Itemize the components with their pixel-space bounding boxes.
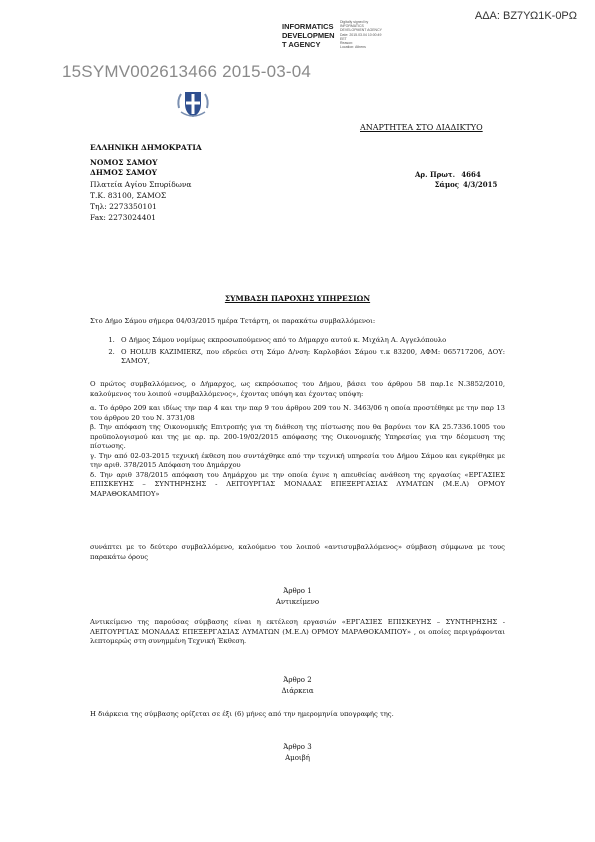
prefecture-heading: ΝΟΜΟΣ ΣΑΜΟΥ xyxy=(90,158,158,167)
signing-agency xyxy=(282,22,342,49)
consideration-item: α. Το άρθρο 209 και ιδίως την παρ 4 και την παρ 9 του άρθρου 209 του Ν. 3463/06 η οποία προστέθηκε με την παρ 13 του άρθρου 20 του Ν. 3731/08 xyxy=(90,404,505,422)
protocol-date: 4/3/2015 xyxy=(463,180,498,189)
considerations-list xyxy=(90,404,505,499)
agreement-paragraph: συνάπτει με το δεύτερο συμβαλλόμενο, καλούμενο του λοιπού «αντισυμβαλλόμενος» σύμβαση σύμφωνα με τους παρακάτω όρους xyxy=(90,543,505,561)
signature-line: INFORMATICS xyxy=(340,24,364,29)
article-2-text: Η διάρκεια της σύμβασης ορίζεται σε έξι (6) μήνες από την ημερομηνία υπογραφής της. xyxy=(90,710,394,718)
fax-line: Fax: 2273024401 xyxy=(90,213,157,222)
consideration-item: β. Την απόφαση της Οικονομικής Επιτροπής για τη διάθεση της πίστωσης που θα βαρύνει τον ΚΑ 25.7336.1005 του προϋπολογισμού και της με αρ. πρ. 200-19/02/2015 απόφασης της Οικονομικής Υπηρεσίας για την δέσμευση της πίστωσης. xyxy=(90,423,505,450)
postal-line: Τ.Κ. 83100, ΣΑΜΟΣ xyxy=(90,191,167,200)
signature-line: EET xyxy=(340,36,347,41)
consideration-item: δ. Την αριθ 378/2015 απόφαση του Δημάρχου με την οποία έγινε η απευθείας ανάθεση της εργασίας «ΕΡΓΑΣΙΕΣ ΕΠΙΣΚΕΥΗΣ – ΣΥΝΤΗΡΗΣΗΣ - ΛΕΙΤΟΥΡΓΙΑΣ ΜΟΝΑΔΑΣ ΕΠΕΞΕΡΓΑΣΙΑΣ ΛΥΜΑΤΩΝ (Μ.Ε.Λ) ΟΡΜΟΥ ΜΑΡΑΘΟΚΑΜΠΟΥ» xyxy=(90,470,505,498)
republic-heading: ΕΛΛΗΝΙΚΗ ΔΗΜΟΚΡΑΤΙΑ xyxy=(90,143,202,152)
protocol-label: Αρ. Πρωτ. xyxy=(415,170,456,179)
contract-title: ΣΥΜΒΑΣΗ ΠΑΡΟΧΗΣ ΥΠΗΡΕΣΙΩΝ xyxy=(224,294,371,303)
consideration-item: γ. Την από 02-03-2015 τεχνική έκθεση που συντάχθηκε από την τεχνική υπηρεσία του Δήμου Σάμου και εγκρίθηκε με την αριθ. 378/2015 Απόφαση του Δημάρχου xyxy=(90,451,505,469)
signature-line: DEVELOPMENT AGENCY xyxy=(340,28,382,33)
representation-paragraph: Ο πρώτος συμβαλλόμενος, ο Δήμαρχος, ως εκπρόσωπος του Δήμου, βάσει του άρθρου 58 παρ.1ε Ν.3852/2010, καλούμενος του λοιπού «συμβαλλόμενος», έχοντας υπόψη και έχοντας υπόψη: xyxy=(90,380,505,398)
signature-line: Location: Athens xyxy=(340,45,366,50)
protocol-place: Σάμος xyxy=(434,180,459,189)
intro-paragraph: Στο Δήμο Σάμου σήμερα 04/03/2015 ημέρα Τετάρτη, οι παρακάτω συμβαλλόμενοι: xyxy=(90,317,376,325)
party-item: 1. Ο Δήμος Σάμου νομίμως εκπροσωπούμενος από το Δήμαρχο αυτού κ. Μιχάλη Α. Αγγελόπουλο xyxy=(117,336,505,346)
article-2-heading: Άρθρο 2 xyxy=(283,676,312,684)
ada-code: ΑΔΑ: ΒΖ7ΥΩ1Κ-0ΡΩ xyxy=(474,10,577,22)
article-3-heading: Άρθρο 3 xyxy=(283,743,312,751)
digital-signature-details xyxy=(340,20,410,49)
signature-line: Reason: xyxy=(340,41,354,46)
parties-list xyxy=(95,336,505,369)
article-2-subheading: Διάρκεια xyxy=(281,687,314,695)
greek-coat-of-arms-emblem xyxy=(175,86,211,124)
article-1-text: Αντικείμενο της παρούσας σύμβασης είναι η εκτέλεση εργασιών «ΕΡΓΑΣΙΕΣ ΕΠΙΣΚΕΥΗΣ – ΣΥΝΤΗΡΗΣΗΣ - ΛΕΙΤΟΥΡΓΙΑΣ ΜΟΝΑΔΑΣ ΕΠΕΞΕΡΓΑΣΙΑΣ ΛΥΜΑΤΩΝ (Μ.Ε.Λ) ΟΡΜΟΥ ΜΑΡΑΘΟΚΑΜΠΟΥ» , οι οποίες περιγράφονται λεπτομερώς στη συνημμένη Τεχνική Έκθεση. xyxy=(90,618,505,645)
signature-line: Date: 2015.03.04 10:00:49 xyxy=(340,32,382,37)
party-item: 2. Ο HOLUB KAZIMIERZ, που εδρεύει στη Σάμο Δ/νση: Καρλοβάσι Σάμου τ.κ 83200, ΑΦΜ: 065717206, ΔΟΥ: ΣΑΜΟΥ, xyxy=(117,348,505,367)
upload-note: ΑΝΑΡΤΗΤΕΑ ΣΤΟ ΔΙΑΔΙΚΤΥΟ xyxy=(360,123,483,132)
signature-line: Digitally signed by xyxy=(340,20,369,24)
article-1-heading: Άρθρο 1 xyxy=(283,587,312,595)
address-line: Πλατεία Αγίου Σπυρίδωνα xyxy=(90,180,192,189)
protocol-number: 4664 xyxy=(461,170,481,179)
agency-line: INFORMATICS xyxy=(282,22,334,31)
agency-line: T AGENCY xyxy=(282,40,321,49)
document-id: 15SYMV002613466 2015-03-04 xyxy=(62,62,312,81)
municipality-heading: ΔΗΜΟΣ ΣΑΜΟΥ xyxy=(90,168,157,177)
article-3-subheading: Αμοιβή xyxy=(285,754,310,762)
phone-line: Τηλ: 2273350101 xyxy=(90,202,157,211)
protocol-block xyxy=(415,170,497,190)
article-1-subheading: Αντικείμενο xyxy=(275,598,320,606)
agency-line: DEVELOPMEN xyxy=(282,31,335,40)
